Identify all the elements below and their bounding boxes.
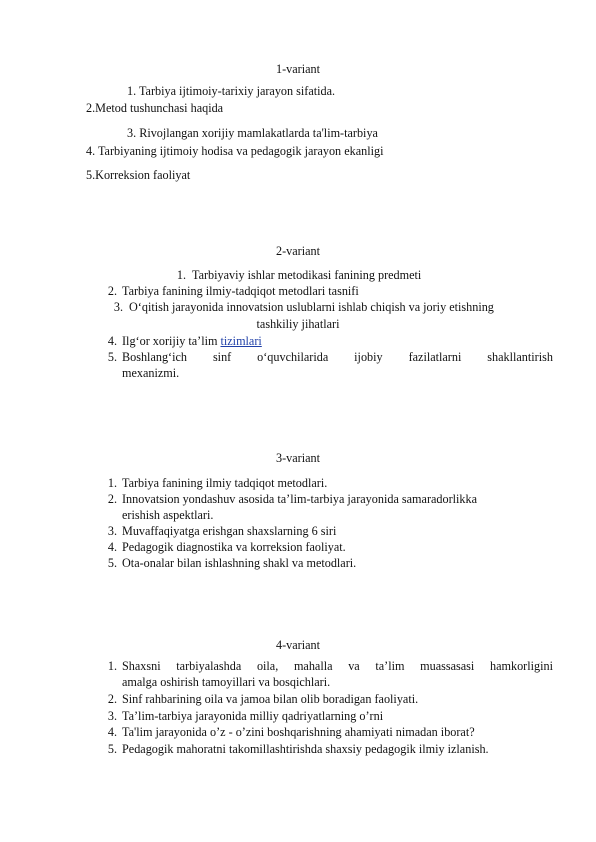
- question-5: Pedagogik mahoratni takomillashtirishda shaxsiy pedagogik ilmiy izlanish.: [122, 742, 489, 756]
- question-3: Muvaffaqiyatga erishgan shaxslarning 6 siri: [122, 524, 337, 538]
- item-number: 1.: [107, 476, 117, 490]
- question-5: 5.Korreksion faoliyat: [86, 168, 191, 182]
- question-3: O‘qitish jarayonida innovatsion uslublarni ishlab chiqish va joriy etishning: [129, 300, 494, 314]
- word: o‘quvchilarida: [257, 350, 329, 364]
- word: fazilatlarni: [408, 350, 462, 364]
- word: Boshlang‘ich: [122, 350, 187, 364]
- word: sinf: [212, 350, 232, 364]
- word: muassasasi: [420, 659, 475, 673]
- question-5: Ota-onalar bilan ishlashning shakl va metodlari.: [122, 556, 357, 570]
- question-1: Tarbiyaviy ishlar metodikasi fanining predmeti: [192, 268, 422, 282]
- item-number: 3.: [113, 300, 123, 314]
- question-5: [122, 350, 553, 366]
- word: mahalla: [293, 659, 333, 673]
- word: ijobiy: [354, 350, 383, 364]
- tizimlari-link[interactable]: tizimlari: [220, 334, 262, 348]
- question-3-continuation: tashkiliy jihatlari: [256, 317, 340, 331]
- variant-title: 1-variant: [276, 62, 320, 76]
- question-5-continuation: mexanizmi.: [122, 366, 180, 380]
- word: tarbiyalashda: [176, 659, 242, 673]
- word: va: [348, 659, 360, 673]
- variant-title: 4-variant: [276, 638, 320, 652]
- variant-title: 2-variant: [276, 244, 320, 258]
- item-number: 5.: [107, 350, 117, 364]
- question-4: Pedagogik diagnostika va korreksion faoliyat.: [122, 540, 346, 554]
- item-number: 3.: [107, 709, 117, 723]
- item-number: 4.: [107, 540, 117, 554]
- question-2: Tarbiya fanining ilmiy-tadqiqot metodlari tasnifi: [122, 284, 359, 298]
- word: shakllantirish: [487, 350, 553, 364]
- question-1: 1. Tarbiya ijtimoiy-tarixiy jarayon sifatida.: [127, 84, 336, 98]
- item-number: 1.: [176, 268, 186, 282]
- question-1: Tarbiya fanining ilmiy tadqiqot metodlari.: [122, 476, 328, 490]
- word: Shaxsni: [122, 659, 161, 673]
- question-4-text: Ilg‘or xorijiy ta’lim: [122, 334, 221, 348]
- question-4: 4. Tarbiyaning ijtimoiy hodisa va pedagogik jarayon ekanligi: [86, 144, 384, 158]
- word: ta’lim: [375, 659, 405, 673]
- item-number: 2.: [107, 284, 117, 298]
- question-1-continuation: amalga oshirish tamoyillari va bosqichlari.: [122, 675, 331, 689]
- question-3: 3. Rivojlangan xorijiy mamlakatlarda ta'lim-tarbiya: [127, 126, 378, 140]
- item-number: 1.: [107, 659, 117, 673]
- item-number: 2.: [107, 492, 117, 506]
- word: hamkorligini: [490, 659, 553, 673]
- question-2: Sinf rahbarining oila va jamoa bilan olib boradigan faoliyati.: [122, 692, 419, 706]
- word: oila,: [256, 659, 279, 673]
- item-number: 4.: [107, 334, 117, 348]
- question-2-continuation: erishish aspektlari.: [122, 508, 214, 522]
- item-number: 4.: [107, 725, 117, 739]
- item-number: 2.: [107, 692, 117, 706]
- question-4: [122, 334, 262, 350]
- question-2: Innovatsion yondashuv asosida ta’lim-tarbiya jarayonida samaradorlikka: [122, 492, 478, 506]
- question-2: 2.Metod tushunchasi haqida: [86, 101, 224, 115]
- question-3: Ta’lim-tarbiya jarayonida milliy qadriyatlarning o’rni: [122, 709, 384, 723]
- variant-title: 3-variant: [276, 451, 320, 465]
- question-1: [122, 659, 553, 675]
- item-number: 5.: [107, 556, 117, 570]
- question-4: Ta'lim jarayonida o’z - o’zini boshqarishning ahamiyati nimadan iborat?: [122, 725, 475, 739]
- item-number: 5.: [107, 742, 117, 756]
- item-number: 3.: [107, 524, 117, 538]
